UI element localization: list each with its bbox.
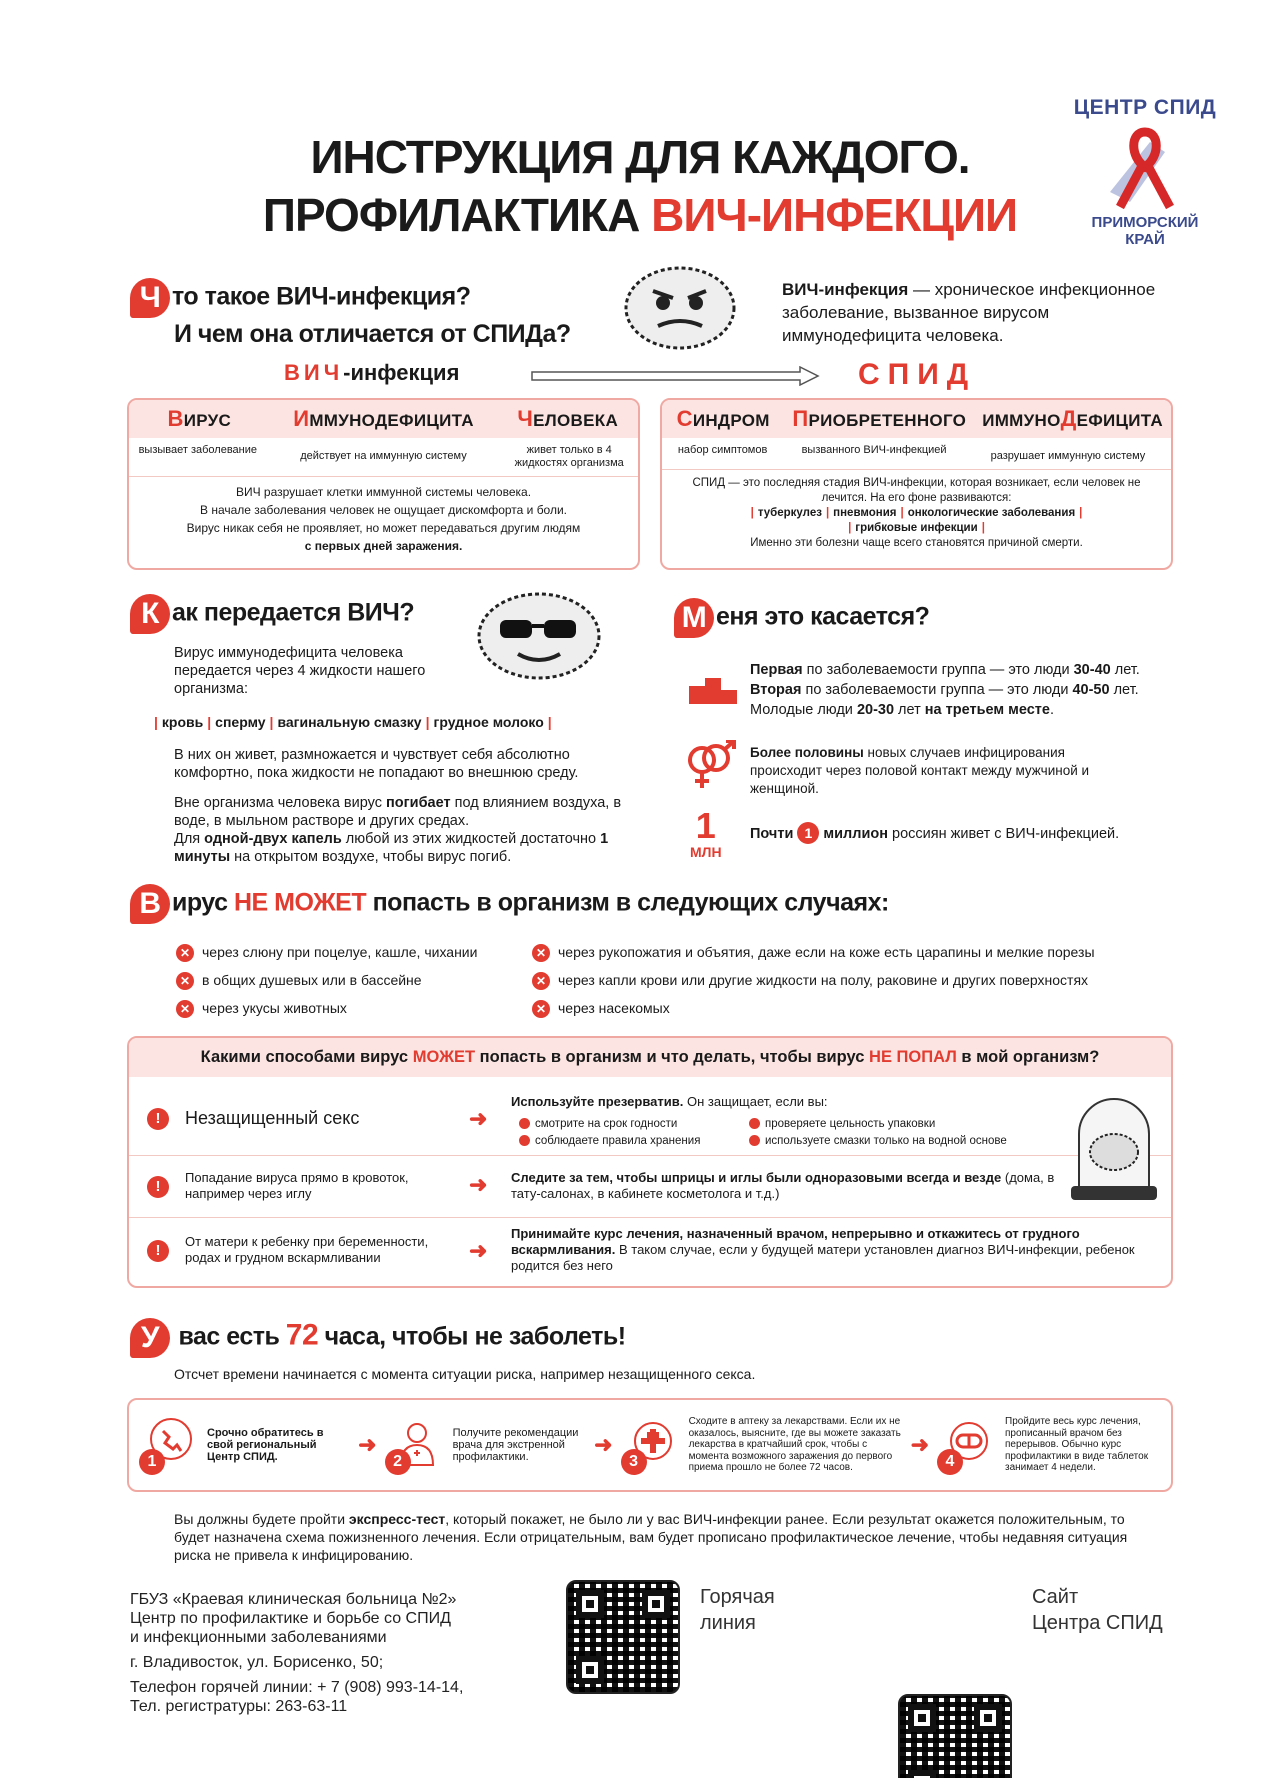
col-first-letter: П	[792, 406, 809, 431]
podium-icon	[688, 664, 738, 704]
list-item	[532, 938, 1095, 966]
rank-2-d: лет.	[1109, 682, 1139, 698]
advice-rest: Он защищает, если вы:	[683, 1094, 828, 1109]
steps-box	[127, 1398, 1173, 1492]
red-ribbon-icon	[1090, 122, 1200, 212]
me-title: еня это касается?	[716, 602, 930, 631]
col-sub: вызванного ВИЧ-инфекцией	[801, 444, 947, 456]
spid-label: СПИД	[858, 358, 977, 391]
what-q1: то такое ВИЧ-инфекция?	[172, 282, 471, 311]
how-intro: Вирус иммунодефицита человека передается через 4 жидкости нашего организма:	[174, 645, 426, 697]
cannot-right-list	[532, 938, 1095, 1022]
warning-icon: !	[147, 1240, 169, 1262]
can-head-c: в мой организм?	[956, 1048, 1100, 1066]
list-item	[532, 994, 1095, 1022]
check-item	[519, 1116, 749, 1133]
fluid-item: грудное молоко	[433, 714, 544, 730]
hours-title-b: часа, чтобы не заболеть!	[318, 1322, 626, 1351]
spid-box: СИНДРОМ ПРИОБРЕТЕННОГО ИММУНОДЕФИЦИТА набор симптомов вызванного ВИЧ-инфекцией разрушает иммунную систему СПИД — это последняя стадия ВИЧ-инфекции, которая возникает, если человек не лечится. На его фоне развиваются: | туберкулез | пневмония | онкологические заболевания | | грибковые инфекции | Именно эти болезни чаще всего становятся причиной смерти.	[660, 398, 1173, 570]
drop-letter: Ч	[130, 278, 170, 318]
fluid-item: сперму	[215, 714, 266, 730]
hiv-definition	[782, 278, 1162, 347]
col-first-letter: С	[676, 406, 693, 431]
step-text: Сходите в аптеку за лекарствами. Если их не оказалось, выясните, где вы можете заказать лекарства в кратчайший срок, чтобы с момента возможного заражения до первого приема прошло не более 72 часов.	[688, 1416, 901, 1474]
disease-4: грибковые инфекции	[855, 522, 978, 534]
website-label	[1032, 1584, 1163, 1636]
how-p3-b: одной-двух капель	[204, 831, 342, 847]
rank-1-b: по заболеваемости группа — это люди	[802, 662, 1074, 678]
express-b: экспресс-тест	[348, 1511, 446, 1527]
express-test-text	[174, 1510, 1134, 1564]
vich-label-rest: -инфекция	[343, 360, 460, 385]
how-p2-b: погибает	[386, 795, 451, 811]
step-1	[139, 1415, 350, 1475]
vich-box	[127, 398, 640, 570]
can-box	[127, 1036, 1173, 1288]
check-text: используете смазки только на водной основе	[765, 1135, 1007, 1147]
col-sub: набор симптомов	[677, 444, 768, 456]
spid-text-1: СПИД — это последняя стадия ВИЧ-инфекции, которая возникает, если человек не лечится. На его фоне развиваются:	[692, 477, 1141, 504]
step-text: Получите рекомендации врача для экстренной профилактики.	[452, 1427, 579, 1463]
col-first-letter: Ч	[517, 406, 534, 431]
footer-address: г. Владивосток, ул. Борисенко, 50;	[130, 1654, 384, 1671]
can-head-b: попасть в организм и что делать, чтобы вирус	[475, 1048, 870, 1066]
vich-col-3	[497, 400, 638, 438]
rank-2-c: 40-50	[1072, 682, 1110, 698]
check-icon	[519, 1135, 530, 1146]
col-first-part: ИММУНО	[982, 411, 1061, 430]
drop-letter: В	[130, 884, 170, 924]
footer-org-2: Центр по профилактике и борьбе со СПИД	[130, 1610, 451, 1627]
vich-col-1	[129, 400, 270, 438]
vich-col-2	[270, 400, 498, 438]
col-rest: ММУНОДЕФИЦИТА	[309, 411, 474, 430]
logo-bottom-text: ПРИМОРСКИЙ КРАЙ	[1091, 214, 1199, 248]
cannot-left-list	[176, 938, 477, 1022]
footer-org-1: ГБУЗ «Краевая клиническая больница №2»	[130, 1591, 457, 1608]
stat-1-b: новых случаев инфицирования происходит через половой контакт между мужчиной и женщиной.	[750, 745, 1090, 796]
warning-icon: !	[147, 1108, 169, 1130]
vich-label-red: ВИЧ	[284, 360, 344, 385]
vich-text-4: с первых дней заражения.	[304, 539, 463, 553]
what-is-heading	[130, 278, 571, 350]
risk-text: Попадание вируса прямо в кровоток, например через иглу	[185, 1170, 409, 1201]
me-stat-1	[750, 744, 1130, 798]
advice-rest: В таком случае, если у будущей матери установлен диагноз ВИЧ-инфекции, ребенок родится без него	[511, 1242, 1135, 1273]
cross-icon: ✕	[176, 972, 194, 990]
how-p2	[174, 794, 624, 830]
qr1-label-2: линия	[700, 1612, 756, 1634]
advice-rest: (дома, в тату-салонах, в кабинете косметолога и т.д.)	[511, 1170, 1055, 1201]
arrow-icon: ➜	[358, 1432, 377, 1457]
qr2-label-2: Центра СПИД	[1032, 1612, 1163, 1634]
mln-unit: МЛН	[690, 844, 722, 860]
express-a: Вы должны будете пройти	[174, 1511, 349, 1527]
disease-2: пневмония	[833, 507, 897, 519]
logo	[1070, 96, 1220, 248]
how-p2-a: Вне организма человека вирус	[174, 795, 387, 811]
can-head-a: Какими способами вирус	[200, 1048, 413, 1066]
can-row-1	[129, 1086, 1171, 1156]
col-rest: ИРУС	[183, 411, 232, 430]
col-rest: ЕФИЦИТА	[1076, 411, 1163, 430]
million-badge: 1	[797, 822, 819, 844]
col-sub: живет только в 4 жидкостях организма	[514, 444, 624, 469]
stat-2-b: миллион	[819, 826, 889, 842]
step-text: Пройдите весь курс лечения, прописанный врачом без перерывов. Обычно курс профилактики в виде таблеток занимает 4 недели.	[1005, 1416, 1149, 1474]
list-item-text: через слюну при поцелуе, кашле, чихании	[202, 944, 478, 960]
step-number: 4	[937, 1449, 963, 1475]
col-sub: действует на иммунную систему	[300, 450, 467, 462]
title-line-2	[250, 186, 1030, 244]
risk-text: От матери к ребенку при беременности, родах и грудном вскармливании	[185, 1234, 429, 1265]
spid-col-2	[784, 400, 974, 438]
check-text: проверяете цельность упаковки	[765, 1118, 936, 1130]
stat-2-a: Почти	[750, 826, 798, 842]
how-p2-c: под влиянием воздуха, в воде, в мыльном растворе и других средах.	[174, 795, 622, 829]
hours-heading	[130, 1318, 626, 1358]
fluid-item: кровь	[161, 714, 204, 730]
rank-3-c: лет	[894, 702, 925, 718]
arrow-icon: ➜	[469, 1172, 488, 1197]
title-line-1: ИНСТРУКЦИЯ ДЛЯ КАЖДОГО.	[310, 131, 970, 183]
rank-3-a: Молодые люди	[750, 702, 857, 718]
hotline-qr-code[interactable]	[566, 1580, 680, 1694]
page-title	[250, 128, 1030, 244]
step-3	[621, 1415, 903, 1475]
hours-title-a: вас есть	[172, 1322, 286, 1351]
step-text: Срочно обратитесь в свой региональный Центр СПИД.	[207, 1427, 324, 1463]
definition-bold: ВИЧ-инфекция	[782, 280, 909, 299]
advice-bold: Принимайте курс лечения, назначенный врачом, непрерывно и откажитесь от грудного вскармливания.	[511, 1226, 1080, 1257]
col-rest: ЕЛОВЕКА	[533, 411, 619, 430]
step-number: 3	[621, 1449, 647, 1475]
col-first-letter: И	[293, 406, 310, 431]
col-sub: разрушает иммунную систему	[990, 450, 1146, 462]
vich-text-2: В начале заболевания человек не ощущает дискомфорта и боли.	[199, 503, 568, 517]
how-p3	[174, 830, 634, 866]
hotline-label	[700, 1584, 775, 1636]
list-item-text: через укусы животных	[202, 1000, 347, 1016]
qr1-label-1: Горячая	[700, 1586, 775, 1608]
list-item-text: через насекомых	[558, 1000, 670, 1016]
stat-1-a: Более половины	[750, 745, 864, 760]
list-item-text: через рукопожатия и объятия, даже если на коже есть царапины и мелкие порезы	[558, 944, 1095, 960]
rank-3-e: .	[1049, 702, 1054, 718]
express-c: , который покажет, не было ли у вас ВИЧ-инфекции ранее. Если результат окажется положительным, то будет назначена схема пожизненного лечения. Если отрицательным, вам будет прописано профилактическое лечение, чтобы недавняя ситуация риска не привела к инфицированию.	[174, 1511, 1128, 1563]
virus-sunglasses-icon	[472, 588, 606, 684]
rank-1-c: 30-40	[1073, 662, 1111, 678]
check-text: соблюдаете правила хранения	[535, 1135, 701, 1147]
footer-contacts	[130, 1590, 463, 1716]
rank-1-d: лет.	[1110, 662, 1140, 678]
arrow-icon: ➜	[910, 1432, 929, 1457]
rank-2-a: Вторая	[750, 682, 802, 698]
can-row-3	[129, 1218, 1171, 1286]
cross-icon: ✕	[176, 1000, 194, 1018]
virus-icon	[618, 258, 742, 358]
advice-bold: Используйте презерватив.	[511, 1094, 684, 1109]
me-heading	[674, 598, 929, 638]
cross-icon: ✕	[176, 944, 194, 962]
footer-phone: Телефон горячей линии: + 7 (908) 993-14-14,	[130, 1679, 464, 1696]
drop-letter: К	[130, 594, 170, 634]
spid-box-head	[662, 400, 1171, 438]
how-p3-d: 1 минуты	[174, 831, 609, 865]
check-item	[749, 1133, 1049, 1150]
definition-rest: — хроническое инфекционное заболевание, вызванное вирусом иммунодефицита человека.	[782, 280, 1156, 345]
virus-jar-icon	[1069, 1094, 1159, 1204]
check-icon	[749, 1118, 760, 1129]
vich-box-head	[129, 400, 638, 438]
check-item	[749, 1116, 1049, 1133]
warning-icon: !	[147, 1176, 169, 1198]
arrow-icon: ➜	[594, 1432, 613, 1457]
vich-text-1: ВИЧ разрушает клетки иммунной системы человека.	[235, 485, 532, 499]
check-icon	[519, 1118, 530, 1129]
vich-text-3: Вирус никак себя не проявляет, но может передаваться другим людям	[186, 521, 581, 535]
cannot-title-red: НЕ МОЖЕТ	[233, 888, 367, 917]
check-text: смотрите на срок годности	[535, 1118, 678, 1130]
arrow-icon: ➜	[469, 1106, 488, 1131]
spid-col-3	[974, 400, 1171, 438]
cross-icon: ✕	[532, 972, 550, 990]
gender-symbols-icon	[684, 740, 736, 792]
list-item-text: через капли крови или другие жидкости на полу, раковине и других поверхностях	[558, 972, 1089, 988]
cannot-heading	[130, 884, 889, 924]
rank-1-a: Первая	[750, 662, 803, 678]
footer-registry: Тел. регистратуры: 263-63-11	[130, 1698, 348, 1715]
vich-label	[284, 360, 459, 386]
arrow-icon: ➜	[469, 1238, 488, 1263]
how-p3-e: на открытом воздухе, чтобы вирус погиб.	[230, 849, 512, 865]
spid-text-2: Именно эти болезни чаще всего становятся причиной смерти.	[750, 537, 1083, 549]
check-item	[519, 1133, 749, 1150]
mln-badge	[690, 805, 722, 860]
list-item	[532, 966, 1095, 994]
qr2-label-1: Сайт	[1032, 1586, 1079, 1608]
hours-subtitle: Отсчет времени начинается с момента ситуации риска, например незащищенного секса.	[174, 1366, 756, 1382]
how-p3-a: Для	[174, 831, 205, 847]
hours-title-red: 72	[285, 1318, 319, 1352]
can-head-red-2: НЕ ПОПАЛ	[869, 1048, 957, 1066]
how-heading	[130, 594, 414, 634]
step-number: 1	[139, 1449, 165, 1475]
title-line-2-red: ВИЧ-ИНФЕКЦИИ	[651, 189, 1018, 241]
cross-icon: ✕	[532, 944, 550, 962]
mln-number: 1	[695, 805, 716, 846]
website-qr-code[interactable]	[898, 1694, 1012, 1778]
fluid-item: вагинальную смазку	[277, 714, 422, 730]
cannot-title-a: ирус	[172, 888, 234, 917]
can-head-red-1: МОЖЕТ	[412, 1048, 476, 1066]
me-ranks	[750, 660, 1170, 720]
check-icon	[749, 1135, 760, 1146]
rank-3-b: 20-30	[856, 702, 895, 718]
footer-org-3: и инфекционными заболеваниями	[130, 1629, 387, 1646]
arrow-right-icon	[530, 366, 820, 386]
rank-2-b: по заболеваемости группа — это люди	[801, 682, 1073, 698]
fluids-list: | кровь | сперму | вагинальную смазку | грудное молоко |	[154, 714, 552, 730]
how-p1: В них он живет, размножается и чувствует себя абсолютно комфортно, пока жидкости не попадают во внешнюю среду.	[174, 747, 579, 781]
step-2	[385, 1415, 587, 1475]
col-rest: РИОБРЕТЕННОГО	[808, 411, 967, 430]
how-p3-c: любой из этих жидкостей достаточно	[341, 831, 601, 847]
me-stat-2	[750, 822, 1170, 844]
logo-top-text: ЦЕНТР СПИД	[1073, 96, 1217, 119]
drop-letter: У	[130, 1318, 170, 1358]
what-q2: И чем она отличается от СПИДа?	[174, 320, 571, 348]
advice-bold: Следите за тем, чтобы шприцы и иглы были одноразовыми всегда и везде	[511, 1170, 1002, 1185]
list-item	[176, 938, 477, 966]
disease-1: туберкулез	[757, 507, 822, 519]
disease-3: онкологические заболевания	[907, 507, 1076, 519]
stat-2-c: россиян живет с ВИЧ-инфекцией.	[888, 826, 1120, 842]
drop-letter: М	[674, 598, 714, 638]
list-item-text: в общих душевых или в бассейне	[202, 972, 422, 988]
step-number: 2	[385, 1449, 411, 1475]
col-sub: вызывает заболевание	[138, 444, 257, 456]
cross-icon: ✕	[532, 1000, 550, 1018]
can-box-head	[129, 1038, 1171, 1077]
col-first-letter: В	[167, 406, 184, 431]
col-mid-letter: Д	[1060, 406, 1077, 431]
step-4	[937, 1415, 1161, 1475]
rank-3-d: на третьем месте	[924, 702, 1050, 718]
spid-col-1	[662, 400, 784, 438]
list-item	[176, 994, 477, 1022]
title-line-2-black: ПРОФИЛАКТИКА	[262, 189, 652, 241]
list-item	[176, 966, 477, 994]
cannot-title-b: попасть в организм в следующих случаях:	[366, 888, 889, 917]
risk-text: Незащищенный секс	[185, 1108, 360, 1128]
how-title: ак передается ВИЧ?	[172, 598, 415, 627]
col-rest: ИНДРОМ	[692, 411, 770, 430]
can-row-2	[129, 1156, 1171, 1218]
